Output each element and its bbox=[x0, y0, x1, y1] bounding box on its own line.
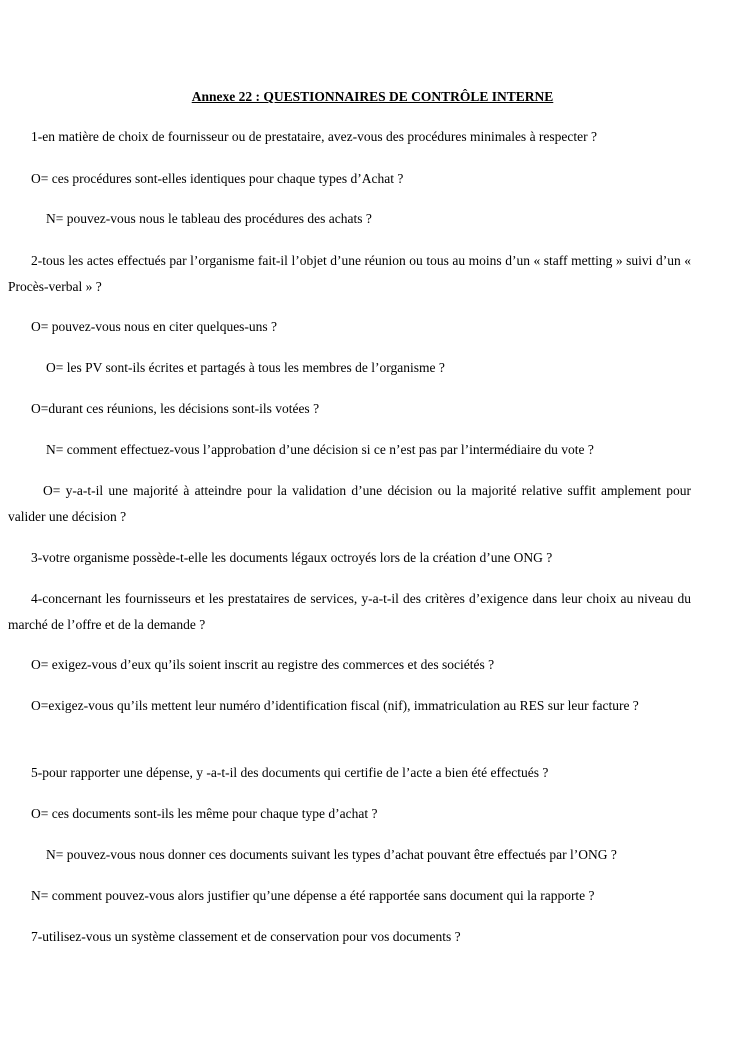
question-4: 4-concernant les fournisseurs et les prestataires de services, y-a-t-il des critères d’exigence dans leur choix au niveau du marché de l’offre et de la demande ? bbox=[8, 591, 691, 632]
question-3: 3-votre organisme possède-t-elle les documents légaux octroyés lors de la création d’une ONG ? bbox=[31, 550, 553, 565]
question-4-yes-b: O=exigez-vous qu’ils mettent leur numéro d’identification fiscal (nif), immatriculation au RES sur leur facture ? bbox=[31, 698, 639, 713]
question-5-yes: O= ces documents sont-ils les même pour chaque type d’achat ? bbox=[31, 806, 378, 821]
question-2-no: N= comment effectuez-vous l’approbation d’une décision si ce n’est pas par l’intermédiaire du vote ? bbox=[46, 442, 594, 457]
question-2-yes-b: O= les PV sont-ils écrites et partagés à tous les membres de l’organisme ? bbox=[46, 360, 445, 375]
question-7: 7-utilisez-vous un système classement et de conservation pour vos documents ? bbox=[31, 929, 461, 944]
question-2-yes-a: O= pouvez-vous nous en citer quelques-uns ? bbox=[31, 319, 278, 334]
question-1: 1-en matière de choix de fournisseur ou de prestataire, avez-vous des procédures minimales à respecter ? bbox=[31, 129, 598, 144]
question-2-yes-d: O= y-a-t-il une majorité à atteindre pour la validation d’une décision ou la majorité relative suffit amplement pour valider une décision ? bbox=[8, 483, 691, 524]
question-1-no: N= pouvez-vous nous le tableau des procédures des achats ? bbox=[46, 211, 372, 226]
question-1-yes: O= ces procédures sont-elles identiques pour chaque types d’Achat ? bbox=[31, 171, 404, 186]
page-title-text: Annexe 22 : QUESTIONNAIRES DE CONTRÔLE INTERNE bbox=[191, 89, 554, 104]
question-2-yes-c: O=durant ces réunions, les décisions sont-ils votées ? bbox=[31, 401, 320, 416]
question-4-yes-a: O= exigez-vous d’eux qu’ils soient inscrit au registre des commerces et des sociétés ? bbox=[31, 657, 495, 672]
page-title bbox=[0, 89, 745, 105]
question-5-no-a: N= pouvez-vous nous donner ces documents suivant les types d’achat pouvant être effectués par l’ONG ? bbox=[46, 847, 617, 862]
question-5-no-b: N= comment pouvez-vous alors justifier qu’une dépense a été rapportée sans document qui la rapporte ? bbox=[31, 888, 595, 903]
question-5: 5-pour rapporter une dépense, y -a-t-il des documents qui certifie de l’acte a bien été effectués ? bbox=[31, 765, 549, 780]
question-2: 2-tous les actes effectués par l’organisme fait-il l’objet d’une réunion ou tous au moins d’un « staff metting » suivi d’un « Procès-verbal » ? bbox=[8, 253, 691, 294]
